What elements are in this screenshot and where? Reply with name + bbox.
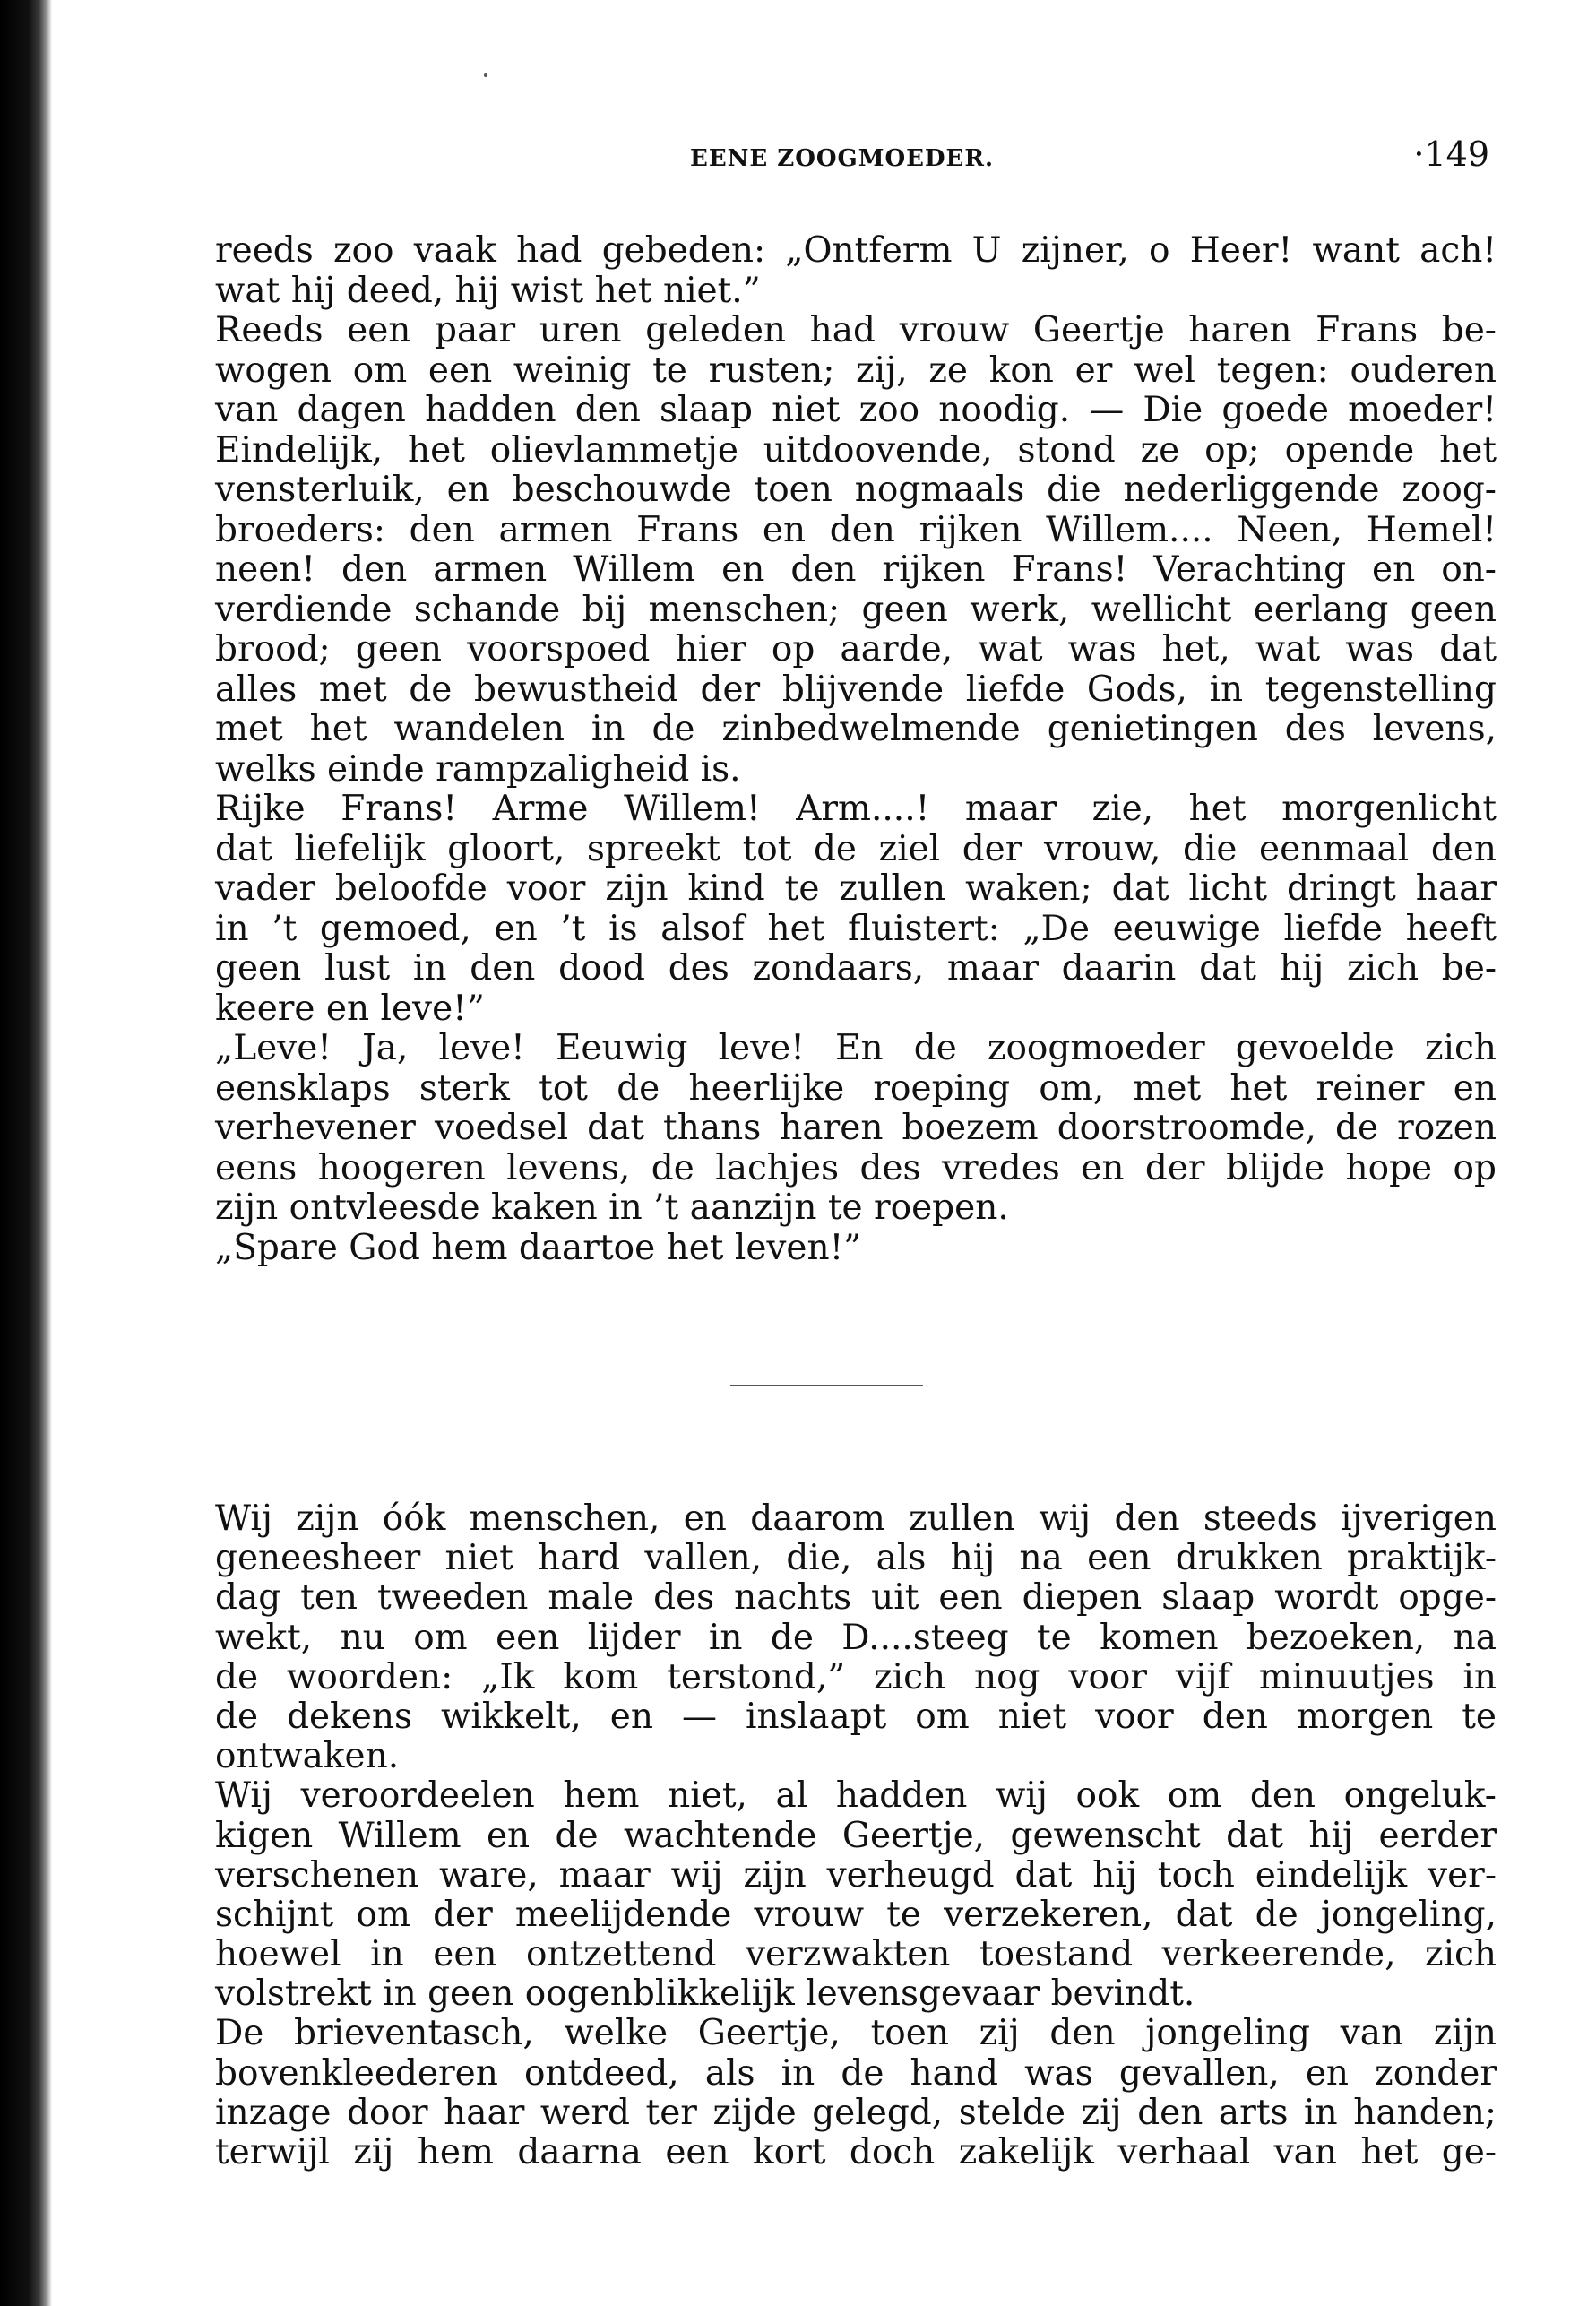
section-divider [730, 1385, 923, 1386]
text-line: dag ten tweeden male des nachts uit een diepen slaap wordt opge- [215, 1577, 1497, 1619]
text-line: dat liefelijk gloort, spreekt tot de ziel der vrouw, die eenmaal den [215, 828, 1497, 869]
text-line: de dekens wikkelt, en — inslaapt om niet voor den morgen te [215, 1696, 1497, 1737]
text-line: vensterluik, en beschouwde toen nogmaals die nederliggende zoog- [215, 470, 1497, 510]
text-line: welks einde rampzaligheid is. [215, 748, 741, 790]
text-line: Wij zijn óók menschen, en daarom zullen wij den steeds ijverigen [215, 1498, 1497, 1539]
running-head [215, 134, 1497, 179]
text-line: De brieventasch, welke Geertje, toen zij den jongeling van zijn [215, 2013, 1497, 2054]
text-line: bovenkleederen ontdeed, als in de hand was gevallen, en zonder [215, 2052, 1497, 2094]
text-line: de woorden: „Ik kom terstond,” zich nog voor vijf minuutjes in [215, 1656, 1497, 1697]
text-line: alles met de bewustheid der blijvende liefde Gods, in tegenstelling [215, 669, 1497, 710]
book-binding-edge [0, 0, 52, 2306]
text-line: „Leve! Ja, leve! Eeuwig leve! En de zoogmoeder gevoelde zich [215, 1028, 1497, 1068]
body-text-section-1 [215, 231, 1497, 1268]
text-line: geneesheer niet hard vallen, die, als hij na een drukken praktijk- [215, 1538, 1497, 1579]
text-line: vader beloofde voor zijn kind te zullen waken; dat licht dringt haar [215, 868, 1497, 909]
text-line: van dagen hadden den slaap niet zoo noodig. — Die goede moeder! [215, 390, 1497, 430]
text-line: neen! den armen Willem en den rijken Frans! Verachting en on- [215, 549, 1497, 590]
text-line: ontwaken. [215, 1736, 400, 1777]
text-line: Reeds een paar uren geleden had vrouw Geertje haren Frans be- [215, 310, 1497, 350]
text-line: reeds zoo vaak had gebeden: „Ontferm U zijner, o Heer! want ach! [215, 230, 1497, 271]
page-number: ·149 [1413, 134, 1489, 174]
text-line: verdiende schande bij menschen; geen werk, wellicht eerlang geen [215, 589, 1497, 630]
text-line: verschenen ware, maar wij zijn verheugd dat hij toch eindelijk ver- [215, 1854, 1497, 1896]
body-text-section-2 [215, 1499, 1497, 2172]
text-line: hoewel in een ontzettend verzwakten toestand verkeerende, zich [215, 1934, 1497, 1975]
text-line: zijn ontvleesde kaken in ’t aanzijn te roepen. [215, 1188, 1009, 1228]
text-line: volstrekt in geen oogenblikkelijk levensgevaar bevindt. [215, 1973, 1195, 2015]
text-line: inzage door haar werd ter zijde gelegd, stelde zij den arts in handen; [215, 2092, 1497, 2133]
text-line: met het wandelen in de zinbedwelmende genietingen des levens, [215, 709, 1497, 749]
text-line: eens hoogeren levens, de lachjes des vredes en der blijde hope op [215, 1147, 1497, 1188]
text-line: „Spare God hem daartoe het leven!” [215, 1227, 862, 1268]
text-line: broeders: den armen Frans en den rijken Willem.... Neen, Hemel! [215, 509, 1497, 550]
text-line: eensklaps sterk tot de heerlijke roeping om, met het reiner en [215, 1067, 1497, 1109]
text-line: wekt, nu om een lijder in de D....steeg te komen bezoeken, na [215, 1617, 1497, 1658]
text-line: wat hij deed, hij wist het niet.” [215, 270, 761, 311]
scan-speck [484, 73, 487, 77]
text-line: keere en leve!” [215, 988, 485, 1029]
text-line: schijnt om der meelijdende vrouw te verzekeren, dat de jongeling, [215, 1894, 1497, 1935]
text-line: in ’t gemoed, en ’t is alsof het fluistert: „De eeuwige liefde heeft [215, 908, 1497, 949]
text-line: Eindelijk, het olievlammetje uitdoovende, stond ze op; opende het [215, 429, 1497, 471]
text-line: Rijke Frans! Arme Willem! Arm....! maar zie, het morgenlicht [215, 789, 1497, 829]
text-line: geen lust in den dood des zondaars, maar daarin dat hij zich be- [215, 948, 1497, 989]
running-title: EENE ZOOGMOEDER. [690, 145, 995, 172]
text-line: Wij veroordeelen hem niet, al hadden wij ook om den ongeluk- [215, 1775, 1497, 1817]
text-line: verhevener voedsel dat thans haren boezem doorstroomde, de rozen [215, 1108, 1497, 1148]
text-line: brood; geen voorspoed hier op aarde, wat was het, wat was dat [215, 629, 1497, 669]
text-line: wogen om een weinig te rusten; zij, ze kon er wel tegen: ouderen [215, 350, 1497, 391]
text-line: kigen Willem en de wachtende Geertje, gewenscht dat hij eerder [215, 1815, 1497, 1856]
text-line: terwijl zij hem daarna een kort doch zakelijk verhaal van het ge- [215, 2132, 1497, 2172]
